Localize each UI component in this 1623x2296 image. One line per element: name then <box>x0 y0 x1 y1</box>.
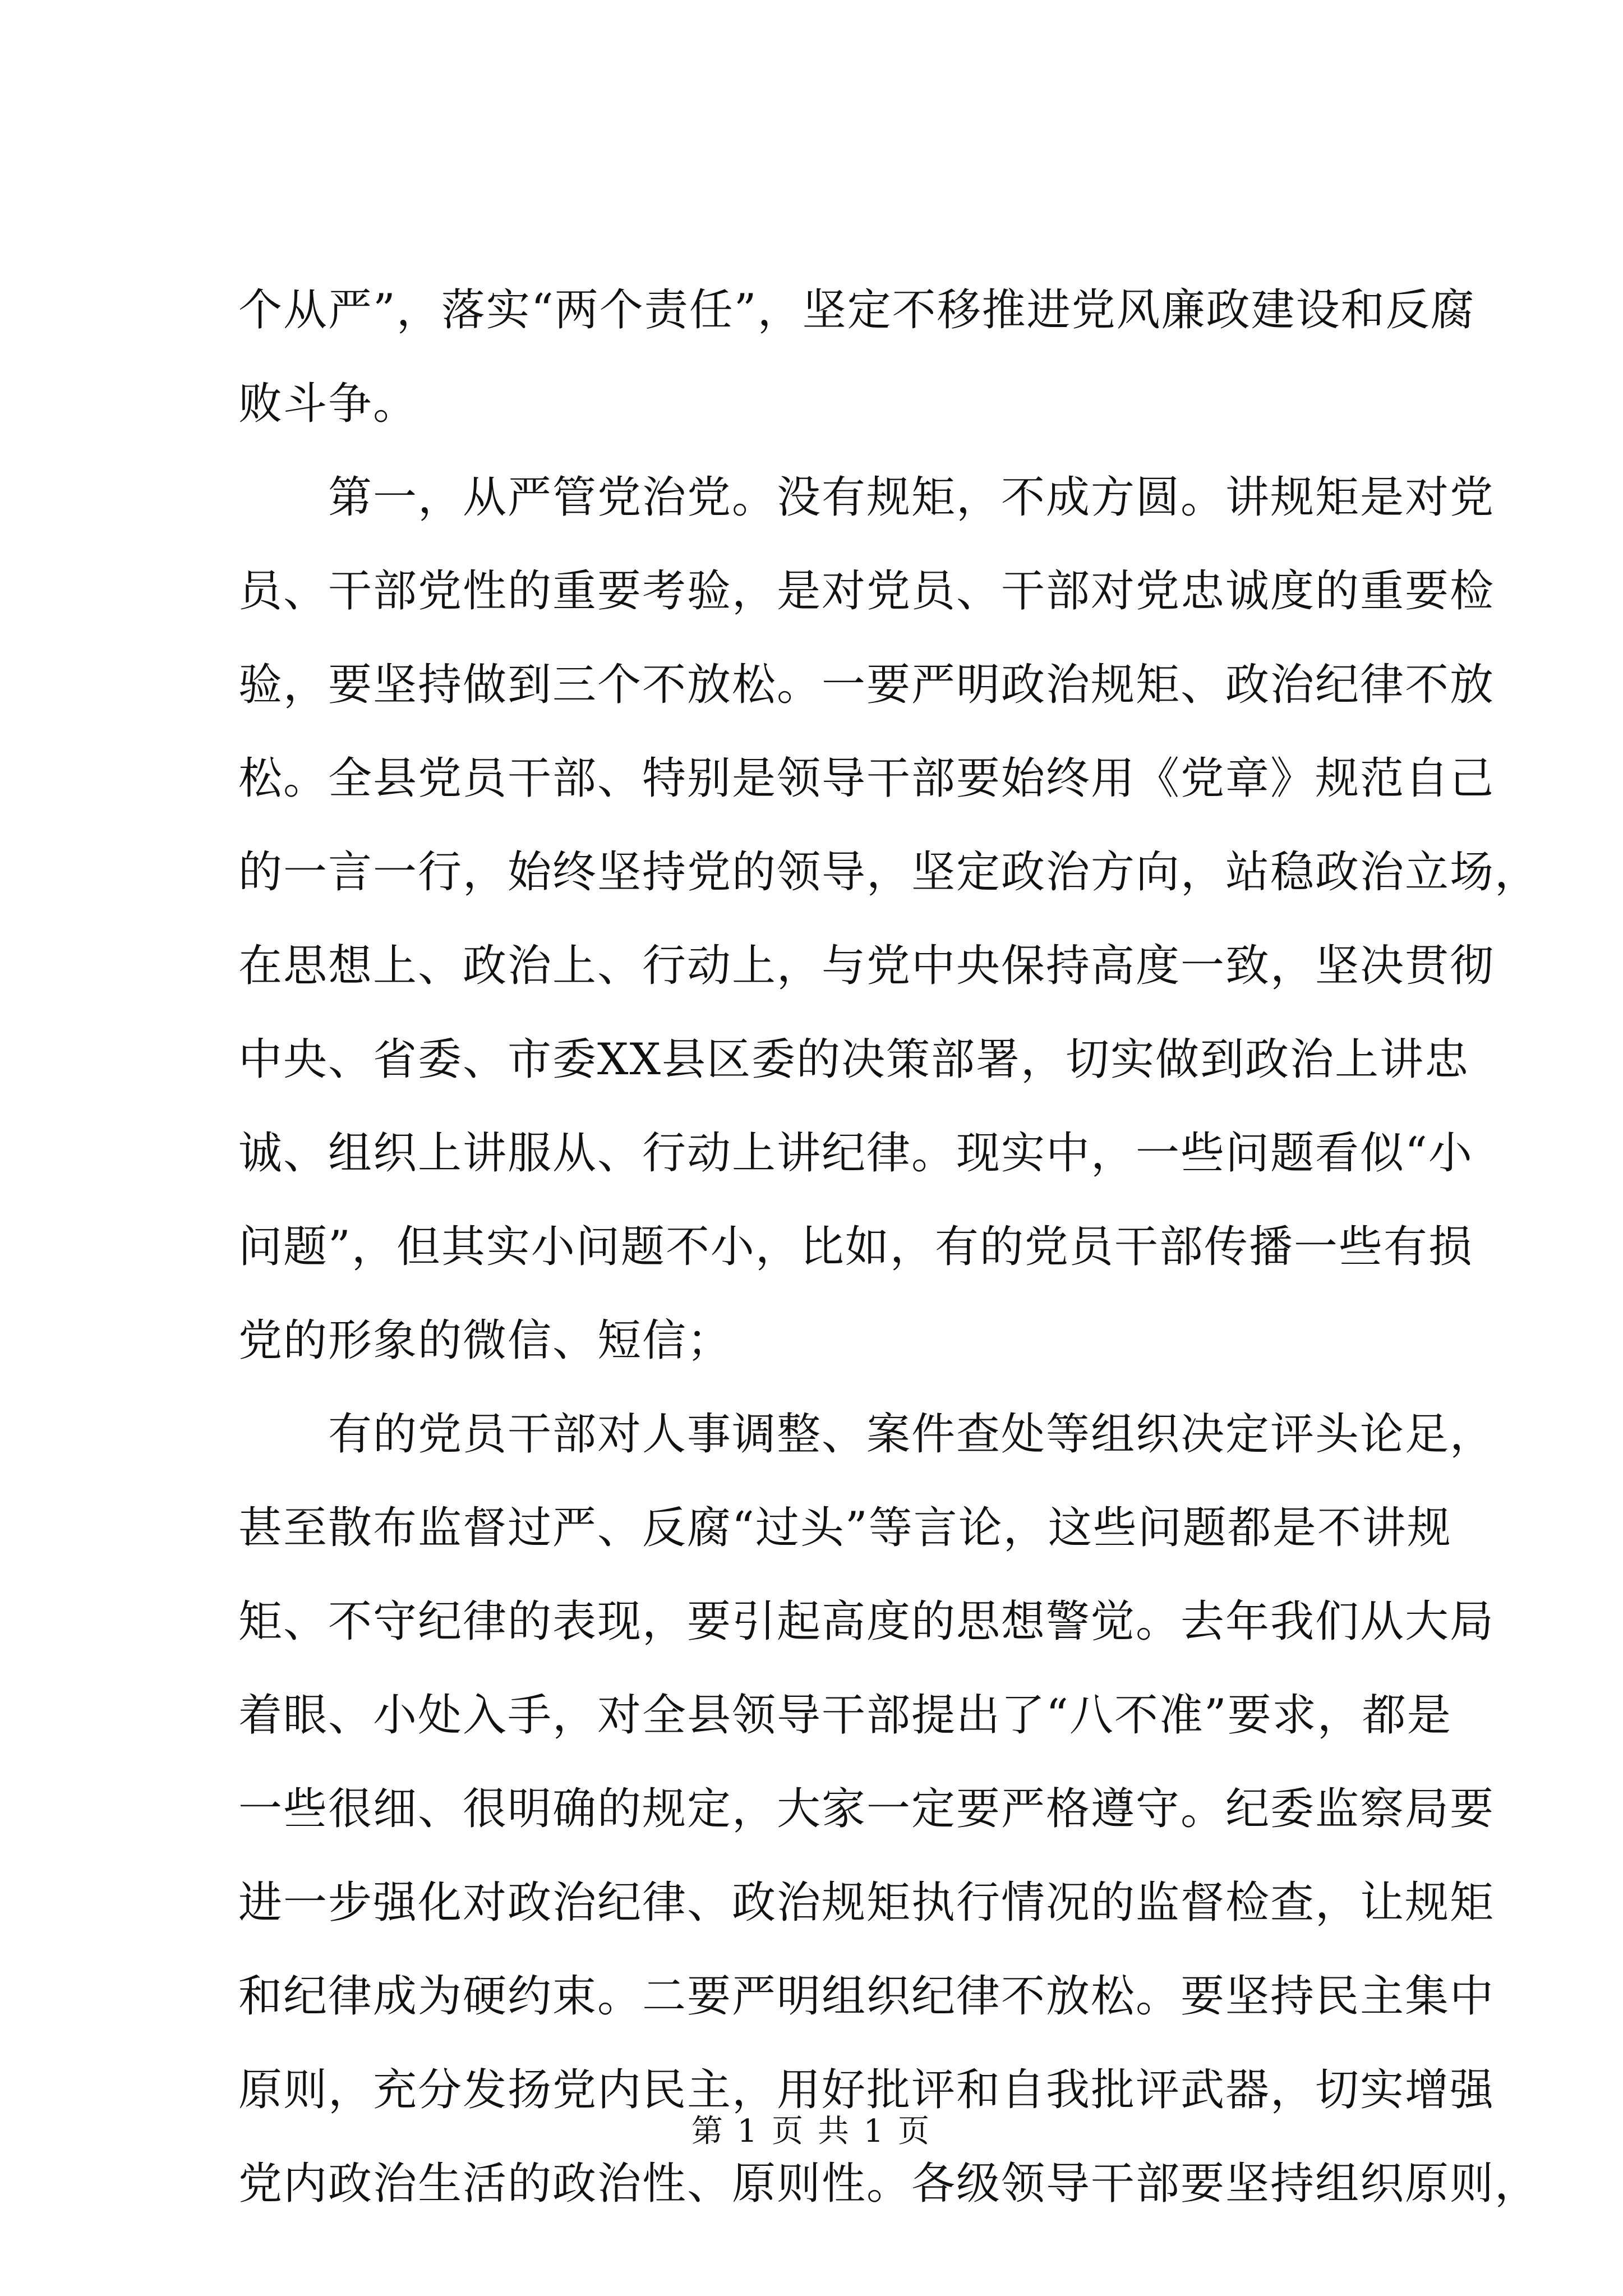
text-line: 验，要坚持做到三个不放松。一要严明政治规矩、政治纪律不放 <box>238 660 1495 710</box>
text-line: 第一，从严管党治党。没有规矩，不成方圆。讲规矩是对党 <box>238 472 1495 523</box>
text-line: 一些很细、很明确的规定，大家一定要严格遵守。纪委监察局要 <box>238 1784 1495 1834</box>
text-line: 党的形象的微信、短信； <box>238 1315 732 1366</box>
text-line: 原则，充分发扬党内民主，用好批评和自我批评武器，切实增强 <box>238 2065 1495 2115</box>
text-line: 矩、不守纪律的表现，要引起高度的思想警觉。去年我们从大局 <box>238 1596 1495 1647</box>
text-line: 甚至散布监督过严、反腐“过头”等言论，这些问题都是不讲规 <box>238 1503 1452 1553</box>
text-line: 个从严”，落实“两个责任”，坚定不移推进党风廉政建设和反腐 <box>238 285 1476 335</box>
page-number-footer: 第 1 页 共 1 页 <box>691 2113 932 2150</box>
text-line: 问题”，但其实小问题不小，比如，有的党员干部传播一些有损 <box>238 1222 1473 1272</box>
text-line: 中央、省委、市委XX县区委的决策部署，切实做到政治上讲忠 <box>238 1034 1470 1085</box>
text-line: 和纪律成为硬约束。二要严明组织纪律不放松。要坚持民主集中 <box>238 1971 1495 2022</box>
text-line: 松。全县党员干部、特别是领导干部要始终用《党章》规范自己 <box>238 753 1495 804</box>
text-line: 员、干部党性的重要考验，是对党员、干部对党忠诚度的重要检 <box>238 566 1495 616</box>
text-line: 进一步强化对政治纪律、政治规矩执行情况的监督检查，让规矩 <box>238 1878 1495 1928</box>
text-line: 在思想上、政治上、行动上，与党中央保持高度一致，坚决贯彻 <box>238 941 1495 991</box>
text-line: 有的党员干部对人事调整、案件查处等组织决定评头论足， <box>238 1409 1495 1460</box>
text-line: 着眼、小处入手，对全县领导干部提出了“八不准”要求，都是 <box>238 1690 1452 1741</box>
text-line: 诚、组织上讲服从、行动上讲纪律。现实中，一些问题看似“小 <box>238 1128 1473 1179</box>
body-text <box>238 264 1540 2231</box>
text-line: 败斗争。 <box>238 379 418 429</box>
text-line: 党内政治生活的政治性、原则性。各级领导干部要坚持组织原则， <box>238 2159 1540 2209</box>
text-line: 的一言一行，始终坚持党的领导，坚定政治方向，站稳政治立场， <box>238 847 1540 898</box>
